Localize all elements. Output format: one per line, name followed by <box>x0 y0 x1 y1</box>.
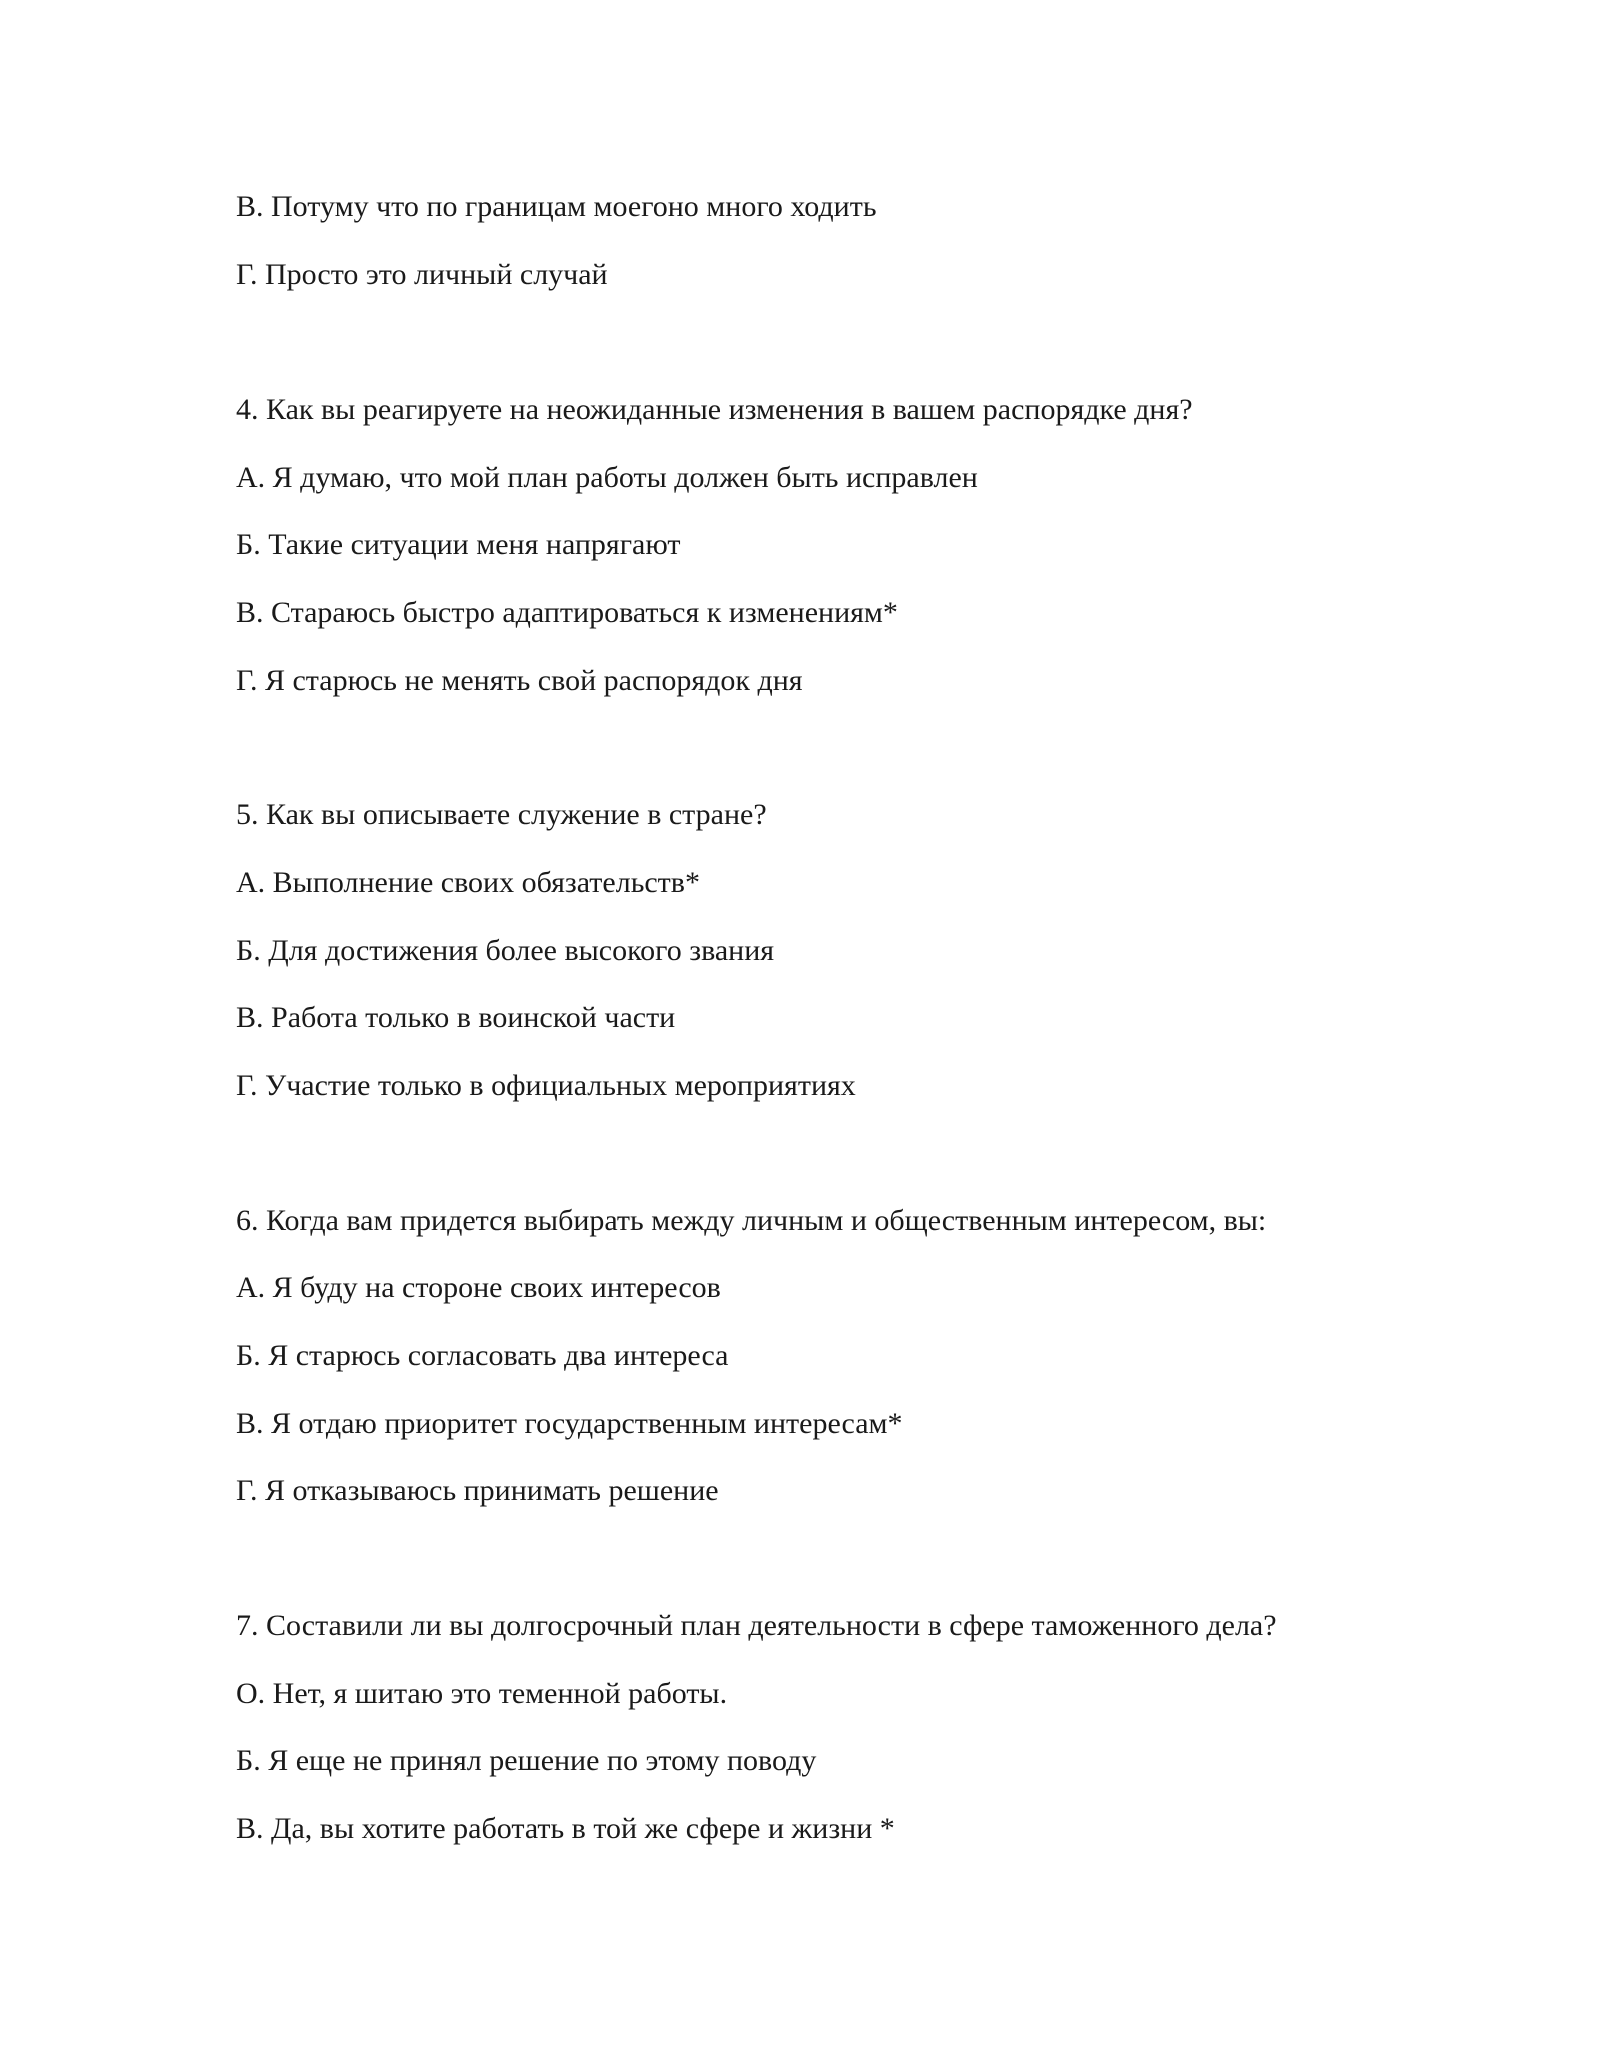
answer-option-b-q4: Б. Такие ситуации меня напрягают <box>236 528 681 561</box>
answer-option-g-q6: Г. Я отказываюсь принимать решение <box>236 1474 719 1507</box>
answer-option-g-q3: Г. Просто это личный случай <box>236 258 608 291</box>
answer-option-b-q6: Б. Я старюсь согласовать два интереса <box>236 1339 729 1372</box>
question-7: 7. Составили ли вы долгосрочный план деятельности в сфере таможенного дела? <box>236 1609 1277 1642</box>
answer-option-g-q4: Г. Я старюсь не менять свой распорядок дня <box>236 664 803 697</box>
answer-option-b-q5: Б. Для достижения более высокого звания <box>236 934 775 967</box>
answer-option-g-q5: Г. Участие только в официальных мероприятиях <box>236 1069 856 1102</box>
answer-option-a-q6: А. Я буду на стороне своих интересов <box>236 1271 721 1304</box>
question-5: 5. Как вы описываете служение в стране? <box>236 798 767 831</box>
question-6: 6. Когда вам придется выбирать между личным и общественным интересом, вы: <box>236 1204 1267 1237</box>
question-4: 4. Как вы реагируете на неожиданные изменения в вашем распорядке дня? <box>236 393 1193 426</box>
answer-option-a-q4: А. Я думаю, что мой план работы должен быть исправлен <box>236 461 978 494</box>
answer-option-v-q7: В. Да, вы хотите работать в той же сфере и жизни * <box>236 1812 895 1845</box>
answer-option-a-q5: А. Выполнение своих обязательств* <box>236 866 700 899</box>
answer-option-v-q3: В. Потуму что по границам моегоно много ходить <box>236 190 877 223</box>
answer-option-v-q5: В. Работа только в воинской части <box>236 1001 676 1034</box>
answer-option-o-q7: О. Нет, я шитаю это теменной работы. <box>236 1677 728 1710</box>
answer-option-v-q6: В. Я отдаю приоритет государственным интересам* <box>236 1407 903 1440</box>
answer-option-b-q7: Б. Я еще не принял решение по этому поводу <box>236 1744 817 1777</box>
answer-option-v-q4: В. Стараюсь быстро адаптироваться к изменениям* <box>236 596 898 629</box>
